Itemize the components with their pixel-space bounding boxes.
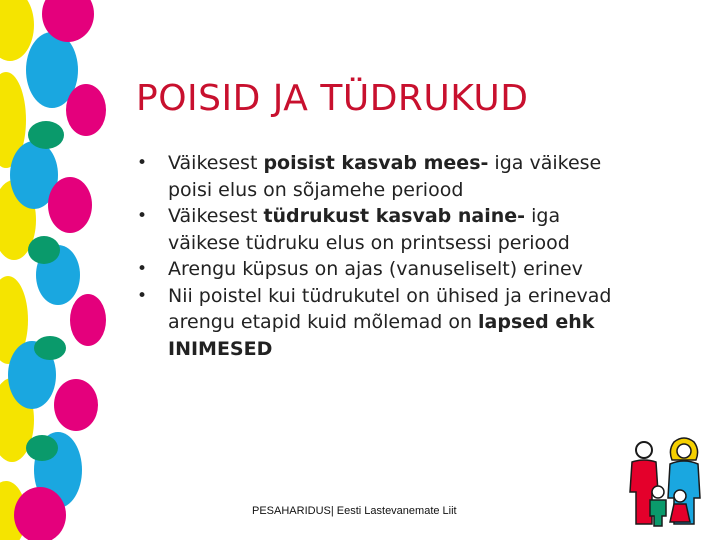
family-logo-icon xyxy=(622,436,708,528)
slide-title: POISID JA TÜDRUKUD xyxy=(136,78,529,119)
bullet-list xyxy=(132,150,632,362)
bullet-item xyxy=(132,150,632,203)
bullet-text: iga väikese poisi elus on sõjamehe periood xyxy=(168,152,602,201)
bullet-item xyxy=(132,203,632,256)
decorative-blobs-border xyxy=(0,0,140,540)
bullet-text: Arengu küpsus on ajas (vanuseliselt) erinev xyxy=(168,258,583,280)
bullet-item xyxy=(132,283,632,363)
bullet-text-bold: poisist kasvab mees- xyxy=(263,152,489,174)
bullet-text: Väikesest xyxy=(168,152,264,174)
bullet-text-bold: tüdrukust kasvab naine- xyxy=(263,205,526,227)
bullet-item xyxy=(132,256,632,283)
bullet-text-bold: lapsed ehk INIMESED xyxy=(168,311,595,360)
bullet-text: Nii poistel kui tüdrukutel on ühised ja erinevad arengu etapid kuid mõlemad on xyxy=(168,284,612,333)
footer-text: PESAHARIDUS| Eesti Lastevanemate Liit xyxy=(252,505,457,517)
bullet-text: iga väikese tüdruku elus on printsessi periood xyxy=(168,205,570,254)
bullet-text: Väikesest xyxy=(168,205,264,227)
